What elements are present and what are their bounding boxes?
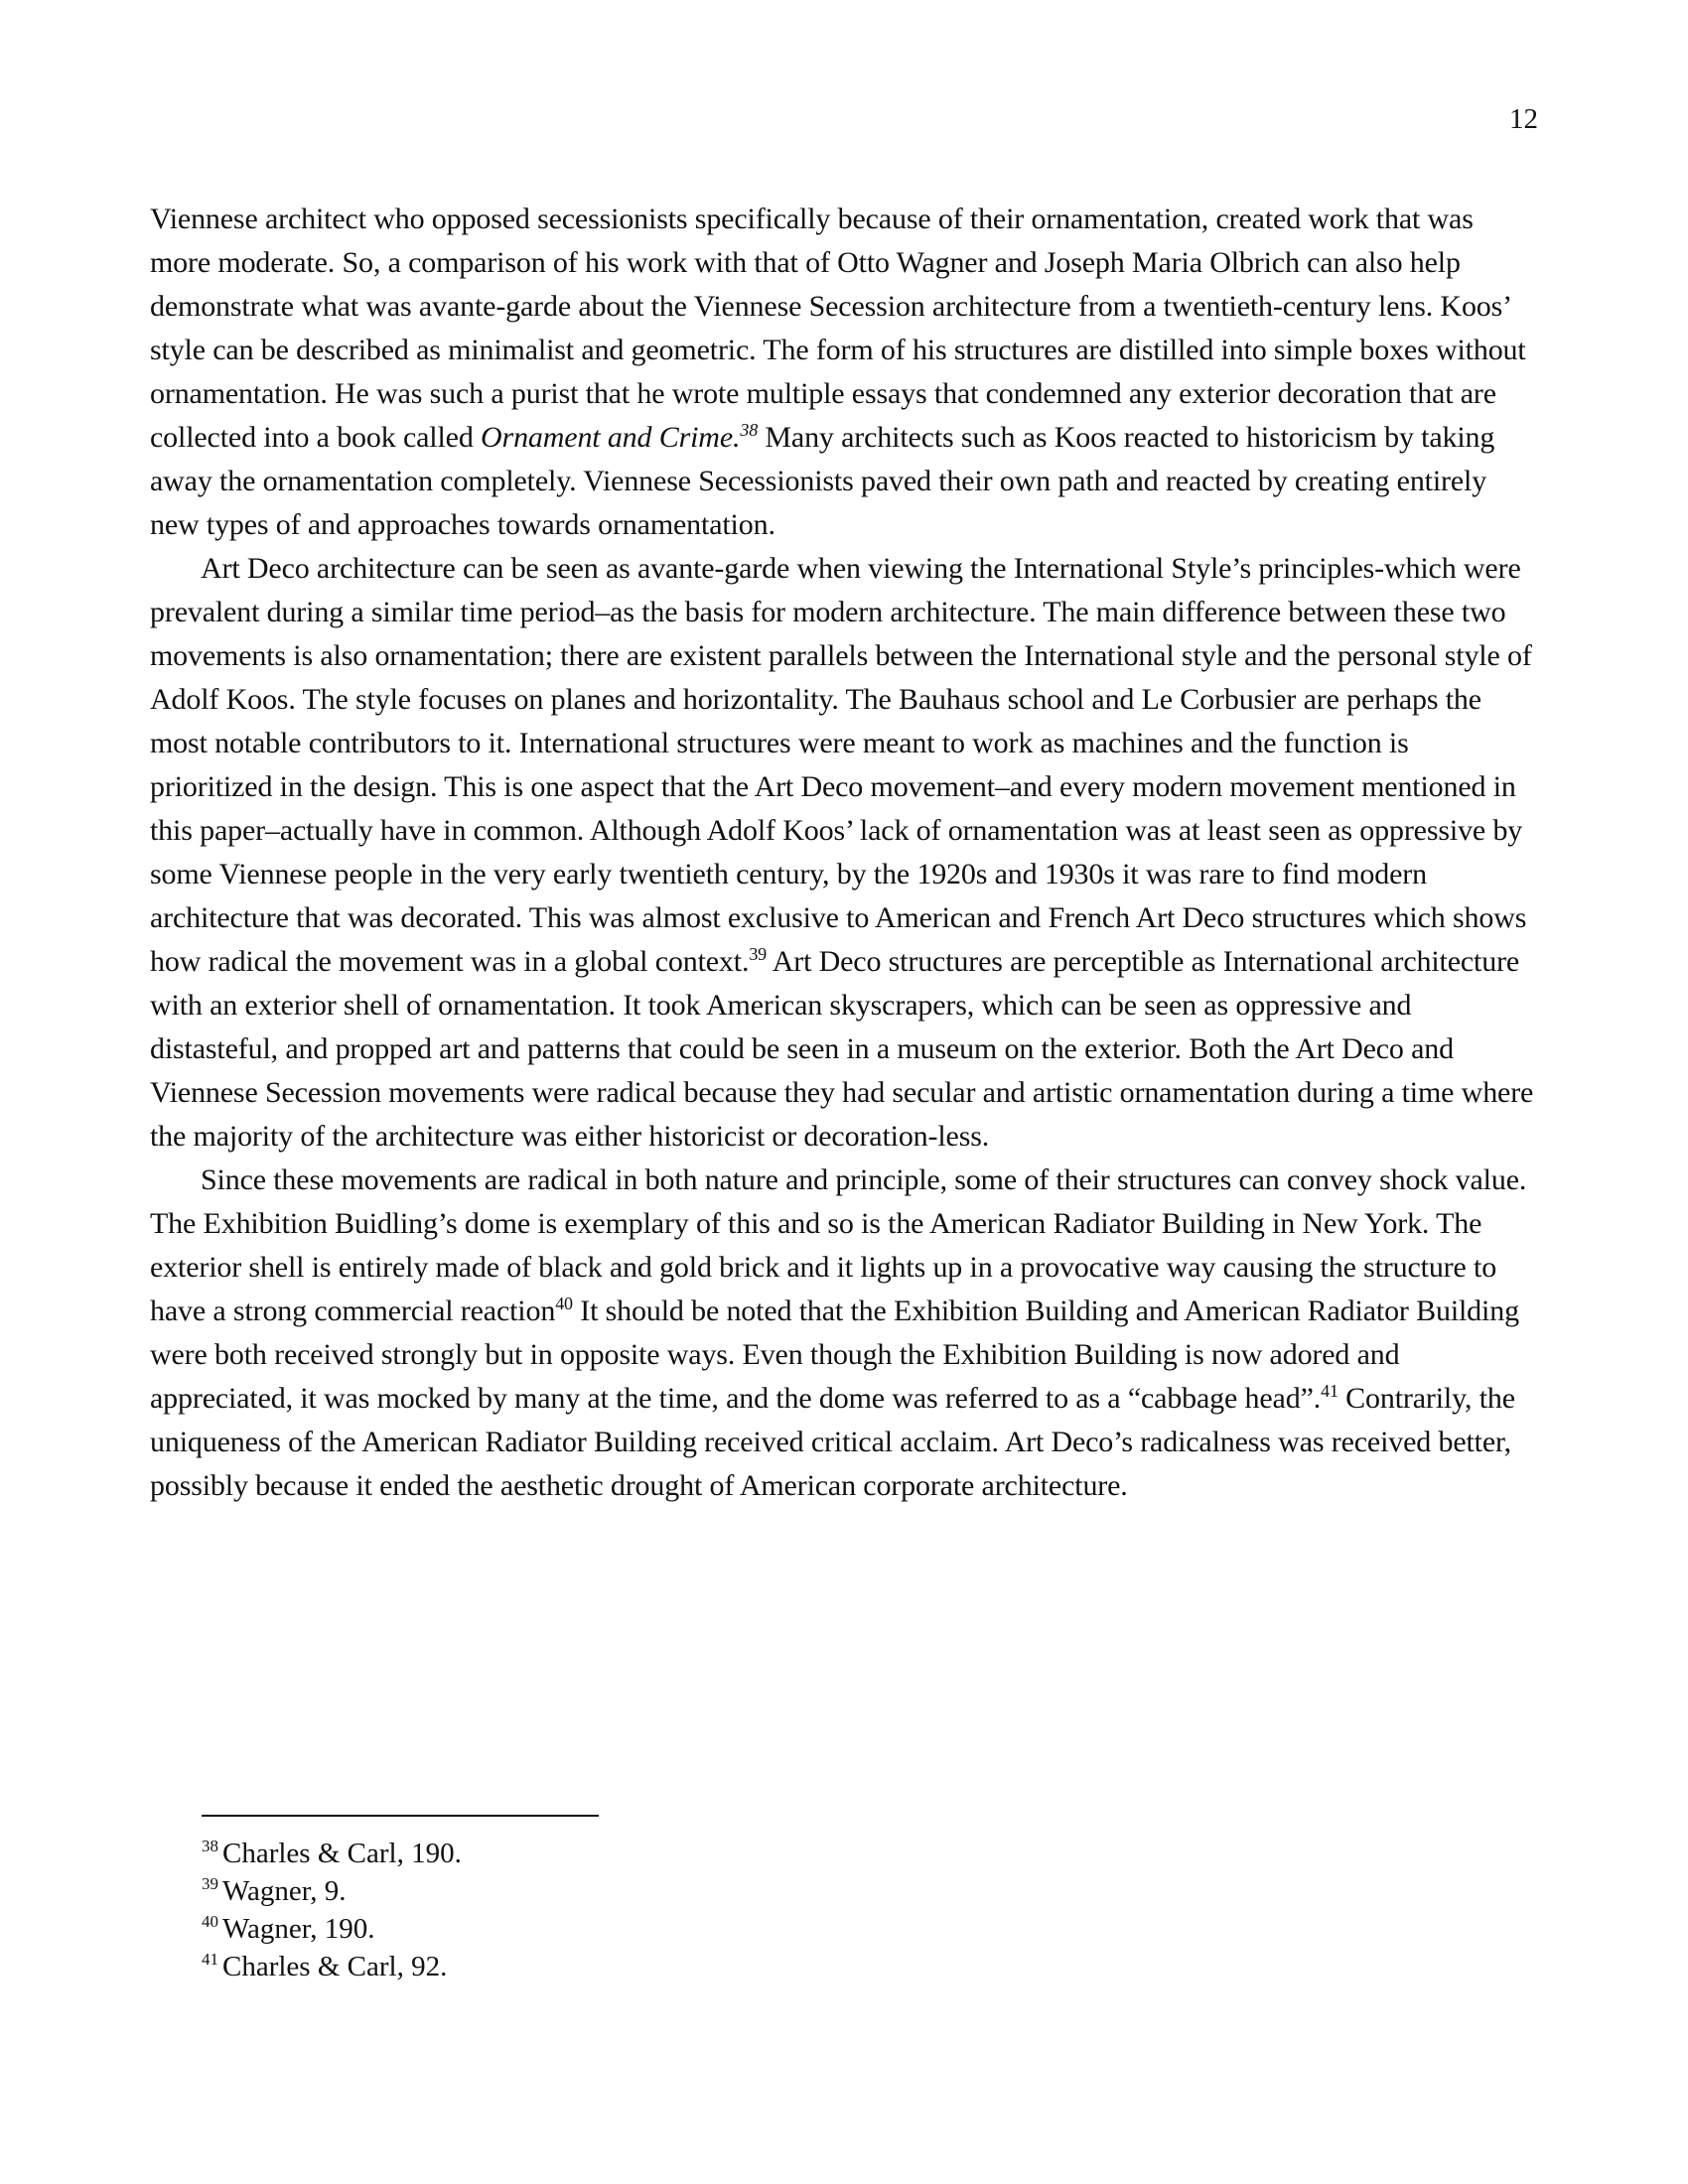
paragraph-1: [150, 198, 1537, 547]
footnote-number: 41: [202, 1950, 218, 1970]
footnote-ref-41[interactable]: 41: [1321, 1381, 1338, 1401]
footnote-39: [202, 1872, 1294, 1910]
footnote-41: [202, 1948, 1294, 1985]
body-text: [150, 198, 1537, 1508]
footnote-number: 39: [202, 1874, 218, 1894]
paragraph-2-text: Art Deco architecture can be seen as avante-garde when viewing the International Style’s principles-which were prevalent during a similar time period–as the basis for modern architecture. The main difference between these two movements is also ornamentation; there are existent parallels between the International style and the personal style of Adolf Koos. The style focuses on planes and horizontality. The Bauhaus school and Le Corbusier are perhaps the most notable contributors to it. International structures were meant to work as machines and the function is prioritized in the design. This is one aspect that the Art Deco movement–and every modern movement mentioned in this paper–actually have in common. Although Adolf Koos’ lack of ornamentation was at least seen as oppressive by some Viennese people in the very early twentieth century, by the 1920s and 1930s it was rare to find modern architecture that was decorated. This was almost exclusive to American and French Art Deco structures which shows how radical the movement was in a global context.: [150, 552, 1532, 978]
paragraph-1-text: Viennese architect who opposed secessionists specifically because of their ornamentation, created work that was more moderate. So, a comparison of his work with that of Otto Wagner and Joseph Maria Olbrich can also help demonstrate what was avante-garde about the Viennese Secession architecture from a twentieth-century lens. Koos’ style can be described as minimalist and geometric. The form of his structures are distilled into simple boxes without ornamentation. He was such a purist that he wrote multiple essays that condemned any exterior decoration that are collected into a book called: [150, 203, 1526, 454]
footnote-separator: [202, 1815, 599, 1817]
footnote-text: Charles & Carl, 92.: [222, 1951, 448, 1982]
paragraph-1-text-cont: Many architects such as Koos reacted to historicism by taking away the ornamentation completely. Viennese Secessionists paved their own path and reacted by creating entirely new types of and approaches towards ornamentation.: [150, 421, 1495, 541]
book-title-italic: Ornament and Crime.: [481, 421, 741, 454]
footnote-40: [202, 1910, 1294, 1948]
paragraph-3-text: Since these movements are radical in both nature and principle, some of their structures can convey shock value. The Exhibition Buidling’s dome is exemplary of this and so is the American Radiator Building in New York. The exterior shell is entirely made of black and gold brick and it lights up in a provocative way causing the structure to have a strong commercial reaction: [150, 1163, 1527, 1327]
footnote-ref-38[interactable]: 38: [740, 420, 759, 440]
footnote-text: Wagner, 9.: [222, 1875, 347, 1907]
paragraph-2-text-cont: Art Deco structures are perceptible as International architecture with an exterior shell of ornamentation. It took American skyscrapers, which can be seen as oppressive and distasteful, and propped art and patterns that could be seen in a museum on the exterior. Both the Art Deco and Viennese Secession movements were radical because they had secular and artistic ornamentation during a time where the majority of the architecture was either historicist or decoration-less.: [150, 945, 1534, 1153]
paragraph-3-text-cont: It should be noted that the Exhibition Building and American Radiator Building were both received strongly but in opposite ways. Even though the Exhibition Building is now adored and appreciated, it was mocked by many at the time, and the dome was referred to as a “cabbage head”.: [150, 1295, 1519, 1415]
footnote-number: 38: [202, 1837, 218, 1856]
footnote-38: [202, 1835, 1294, 1872]
paragraph-3: [150, 1159, 1537, 1508]
page-number: 12: [1509, 103, 1538, 135]
footnotes: [202, 1835, 1294, 1985]
footnote-ref-39[interactable]: 39: [749, 944, 768, 964]
footnote-text: Wagner, 190.: [222, 1913, 375, 1945]
footnote-number: 40: [202, 1912, 218, 1932]
footnote-ref-40[interactable]: 40: [555, 1294, 573, 1313]
footnote-text: Charles & Carl, 190.: [222, 1838, 462, 1869]
paragraph-2: [150, 547, 1537, 1159]
paragraph-3-text-end: Contrarily, the uniqueness of the American Radiator Building received critical acclaim. Art Deco’s radicalness was received better, possibly because it ended the aesthetic drought of American corporate architecture.: [150, 1382, 1515, 1502]
